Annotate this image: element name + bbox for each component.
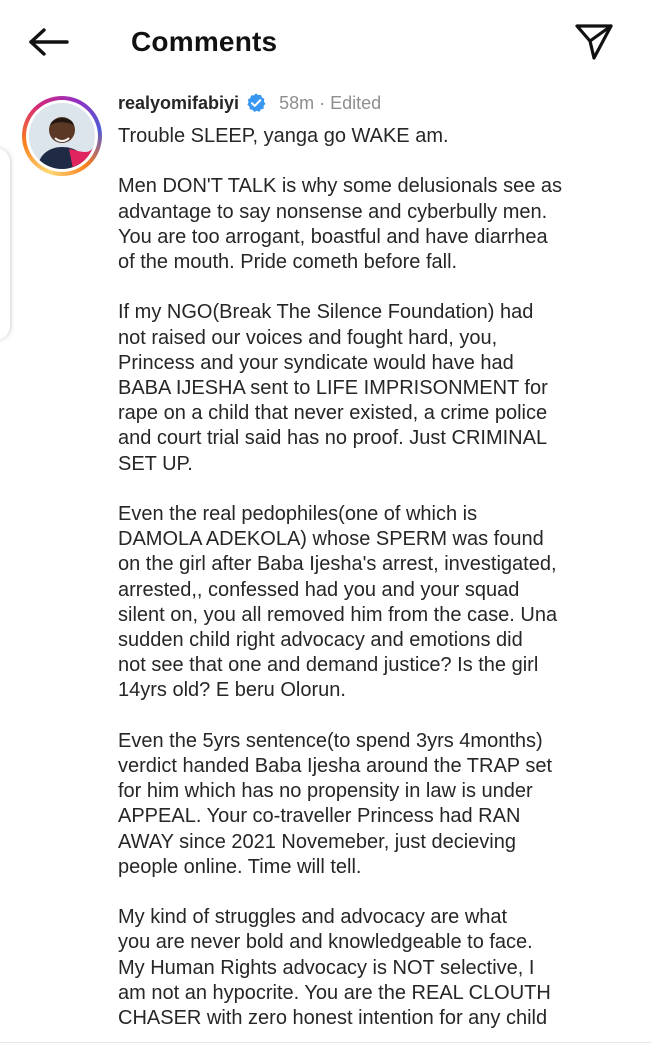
avatar-image xyxy=(29,103,95,169)
username-link[interactable]: realyomifabiyi xyxy=(118,92,240,113)
comment-meta xyxy=(118,90,381,116)
comments-header xyxy=(0,0,651,86)
comment-paragraph: Men DON'T TALK is why some delusionals see as advantage to say nonsense and cyberbully men. You are too arrogant, boastful and have diarrhea of the mouth. Pride cometh before fall. xyxy=(118,175,563,273)
verified-badge-icon xyxy=(245,92,267,114)
paper-plane-icon xyxy=(573,22,615,62)
bottom-divider xyxy=(0,1042,651,1055)
comment-paragraph: Trouble SLEEP, yanga go WAKE am. xyxy=(118,125,449,147)
share-button[interactable] xyxy=(570,20,618,64)
page-title: Comments xyxy=(131,26,278,57)
back-button[interactable] xyxy=(24,22,74,62)
comment-paragraph: If my NGO(Break The Silence Foundation) had not raised our voices and fought hard, you, Princess and your syndicate would have had BABA IJESHA sent to LIFE IMPRISONMENT for rape on a child that never existed, a crime police and court trial said has no proof. Just CRIMINAL SET UP. xyxy=(118,301,548,475)
timestamp: 58m · Edited xyxy=(279,92,382,113)
comment-paragraph: Even the real pedophiles(one of which is DAMOLA ADEKOLA) whose SPERM was found on the girl after Baba Ijesha's arrest, investigated, arrested,, confessed had you and your squad silent on, you all removed him from the case. Una sudden child right advocacy and emotions did not see that one and demand justice? Is the girl 14yrs old? E beru Olorun. xyxy=(118,503,558,702)
side-drawer-edge[interactable] xyxy=(0,148,10,340)
edited-label: Edited xyxy=(330,92,382,113)
comment-text xyxy=(118,124,638,1056)
arrow-left-icon xyxy=(27,27,71,57)
comment-paragraph: Even the 5yrs sentence(to spend 3yrs 4months) verdict handed Baba Ijesha around the TRAP set for him which has no propensity in law is under APPEAL. Your co-traveller Princess had RAN AWAY since 2021 Novemeber, just decieving people online. Time will tell. xyxy=(118,729,552,878)
comment-paragraph: My kind of struggles and advocacy are what you are never bold and knowledgeable to face. My Human Rights advocacy is NOT selective, I am not an hypocrite. You are the REAL CLOUTH CHASER with zero honest intention for any child xyxy=(118,906,551,1030)
avatar[interactable] xyxy=(22,96,102,176)
